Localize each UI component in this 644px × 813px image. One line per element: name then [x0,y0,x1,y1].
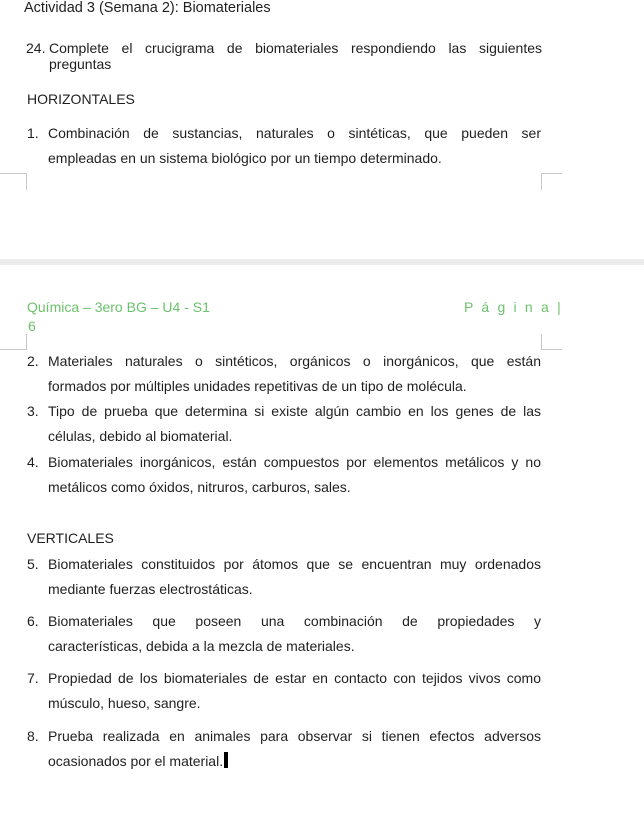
clue-number: 5. [27,556,39,572]
clue-line2: ocasionados por el material. [48,753,224,769]
clue-number: 2. [27,353,39,369]
page-break-band [0,259,644,265]
clue-4 [27,450,541,500]
clue-line2: metálicos como óxidos, nitruros, carburos, sales. [48,479,351,495]
clue-line2: mediante fuerzas electrostáticas. [48,581,253,597]
clue-1 [27,121,541,171]
footer-page-label: P á g i n a | [464,299,563,315]
clue-6 [27,609,541,659]
clue-line1: Materiales naturales o sintéticos, orgánicos o inorgánicos, que están [48,353,541,369]
clue-line1: Tipo de prueba que determina si existe algún cambio en los genes de las [48,403,541,419]
clue-2 [27,349,541,399]
footer-course: Química – 3ero BG – U4 - S1 [27,299,210,315]
clue-line1: Propiedad de los biomateriales de estar en contacto con tejidos vivos como [48,670,541,686]
clue-number: 7. [27,670,39,686]
clue-line2: células, debido al biomaterial. [48,428,233,444]
clue-8 [27,724,541,774]
document-title: Actividad 3 (Semana 2): Biomateriales [24,0,271,16]
clue-line1: Biomateriales inorgánicos, están compuestos por elementos metálicos y no [48,454,541,470]
clue-3 [27,399,541,449]
clue-line2: formados por múltiples unidades repetitivas de un tipo de molécula. [48,378,467,394]
page-corner-mark-left-lower [0,334,27,350]
clue-number: 3. [27,403,39,419]
question-text-line1: Complete el crucigrama de biomateriales respondiendo las siguientes [49,40,542,56]
clue-line2-wrap[interactable] [48,749,541,774]
question-text-line2: preguntas [49,56,112,72]
clue-number: 4. [27,454,39,470]
page-corner-mark-right-lower [541,334,562,350]
text-cursor [224,752,228,768]
clue-line1: Biomateriales constituidos por átomos que se encuentran muy ordenados [48,556,541,572]
page-corner-mark-right [541,173,562,190]
clue-line1: Prueba realizada en animales para observar si tienen efectos adversos [48,728,541,744]
clue-line2: músculo, hueso, sangre. [48,695,201,711]
page-corner-mark-left [0,173,27,190]
clue-5 [27,552,541,602]
clue-line2: características, debida a la mezcla de materiales. [48,638,355,654]
clue-line1: Biomateriales que poseen una combinación de propiedades y [48,613,541,629]
verticales-heading: VERTICALES [27,530,114,546]
footer-page-number: 6 [28,318,36,334]
clue-line2: empleadas en un sistema biológico por un tiempo determinado. [48,150,442,166]
clue-number: 1. [27,125,39,141]
clue-line1: Combinación de sustancias, naturales o sintéticas, que pueden ser [48,125,541,141]
question-number: 24. [26,40,46,56]
question-24 [26,40,542,72]
clue-number: 8. [27,728,39,744]
clue-number: 6. [27,613,39,629]
clue-7 [27,666,541,716]
horizontales-heading: HORIZONTALES [27,91,135,107]
